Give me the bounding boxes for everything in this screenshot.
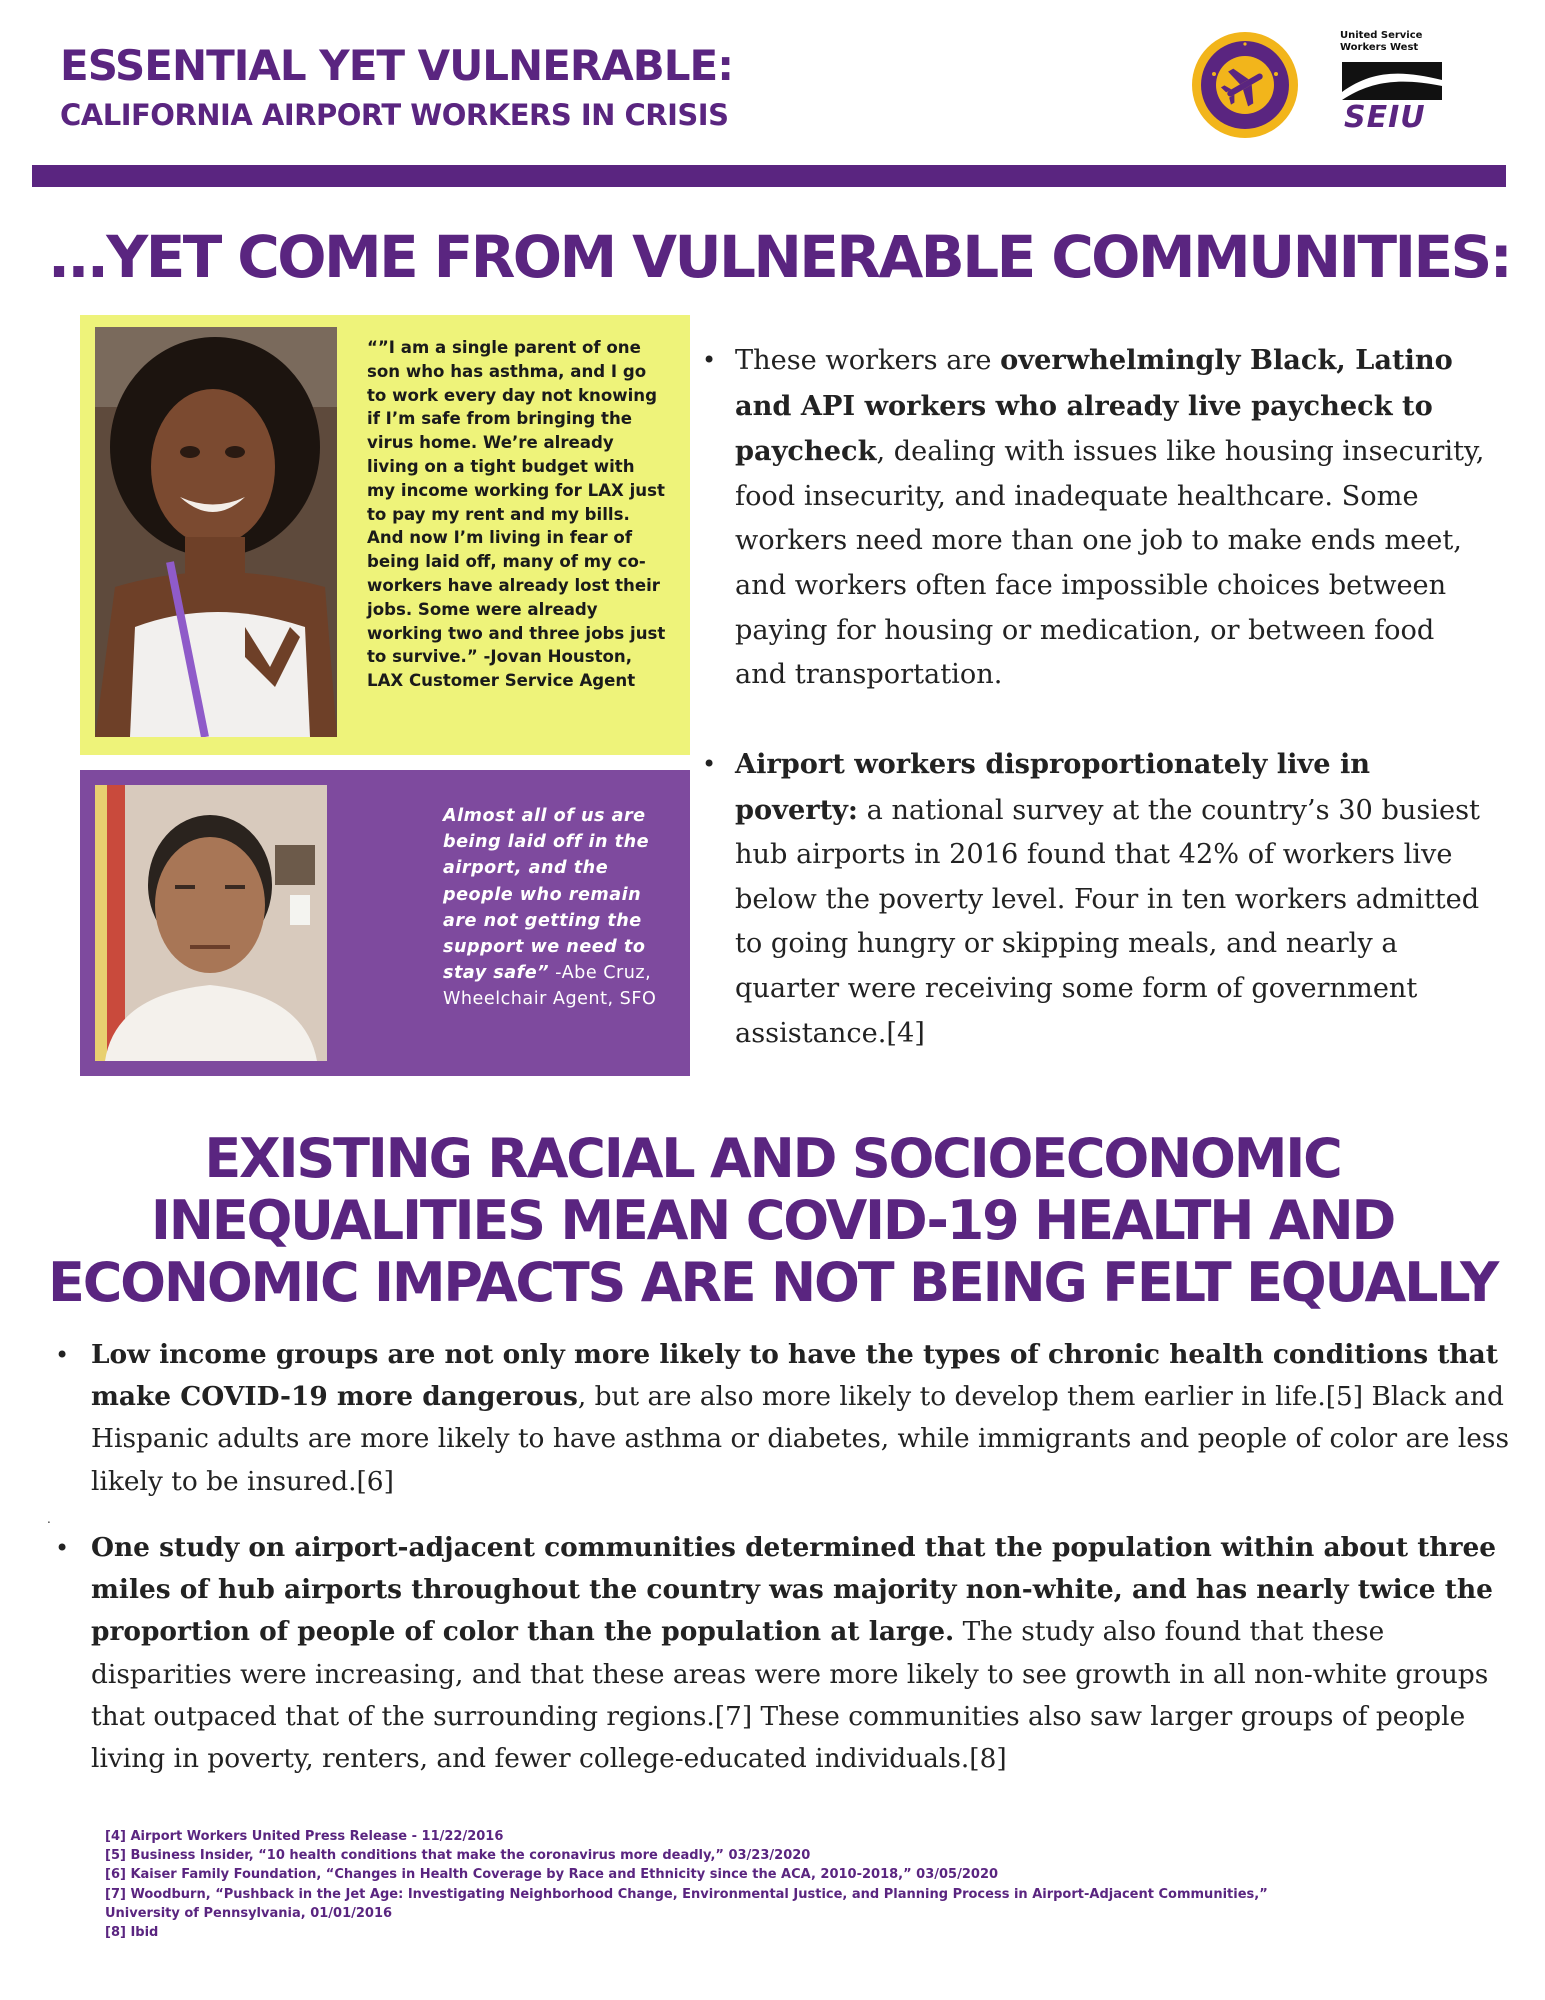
- footnote: [8] Ibid: [105, 1925, 159, 1941]
- bullet-health-conditions: [55, 1334, 1525, 1504]
- bullet-poverty: [702, 742, 1482, 1062]
- bullet-text-post: a national survey at the country’s 30 busiest hub airports in 2016 found that 42% of workers live below the poverty level. Four in ten workers admitted to going hungry or skipping meals, and nearly a quarter were receiving some form of government assistance.[4]: [735, 794, 1480, 1049]
- bullet-text-bold: overwhelmingly Black, Latino and API workers who already live paycheck to paycheck: [735, 344, 1453, 468]
- seiu-logo: [1340, 30, 1450, 138]
- bullet-text-post: The study also found that these disparities were increasing, and that these areas were more likely to see growth in all non-white groups that outpaced that of the surrounding regions.[7] These communities also saw larger groups of people living in poverty, renters, and fewer college-educated individuals.[8]: [91, 1616, 1489, 1775]
- photo-abe-cruz: [95, 785, 327, 1061]
- page-title: ESSENTIAL YET VULNERABLE:: [60, 41, 734, 90]
- seiu-line1: United Service: [1340, 30, 1423, 41]
- page-subtitle: CALIFORNIA AIRPORT WORKERS IN CRISIS: [60, 98, 729, 132]
- header-divider: [32, 165, 1506, 187]
- footnotes: [105, 1827, 1405, 1942]
- bullet-text-post: , but are also more likely to develop them earlier in life.[5] Black and Hispanic adults are more likely to have asthma or diabetes, while immigrants and people of color are less likely to be insured.[6]: [91, 1381, 1510, 1497]
- bullet-poverty-text: [735, 742, 1485, 1056]
- bullet-airport-communities: [55, 1527, 1525, 1787]
- bullet-demographics: [702, 338, 1485, 698]
- footnote: [4] Airport Workers United Press Release - 11/22/2016: [105, 1829, 504, 1844]
- photo-jovan-houston: [95, 327, 337, 737]
- heading-line: ECONOMIC IMPACTS ARE NOT BEING FELT EQUALLY: [48, 1251, 1497, 1314]
- quote-text-jovan: “”I am a single parent of one son who has asthma, and I go to work every day not knowing if I’m safe from bringing the virus home. We’re already living on a tight budget with my income working for LAX just to pay my rent and my bills. And now I’m living in fear of being laid off, many of my co-workers have already lost their jobs. Some were already working two and three jobs just to survive.” -Jovan Houston, LAX Customer Service Agent: [367, 338, 666, 691]
- quote-abe-attribution: -Abe Cruz, Wheelchair Agent, SFO: [443, 963, 657, 1010]
- seiu-swoosh-icon: [1342, 62, 1442, 100]
- footnote: University of Pennsylvania, 01/01/2016: [105, 1905, 393, 1921]
- bullet-demographics-text: [735, 338, 1485, 698]
- bullet-dot: •: [55, 1534, 70, 1562]
- seiu-line2: Workers West: [1340, 42, 1419, 53]
- bullet-text-pre: These workers are: [735, 345, 1001, 376]
- stray-dot: .: [47, 1512, 51, 1526]
- quote-abe-body: Almost all of us are being laid off in the airport, and the people who remain are not getting the support we need to stay safe”: [443, 806, 650, 984]
- bullet-health-text: [91, 1334, 1521, 1503]
- heading-line: INEQUALITIES MEAN COVID-19 HEALTH AND: [150, 1189, 1395, 1252]
- bullet-text-post: , dealing with issues like housing insecurity, food insecurity, and inadequate healthcare. Some workers need more than one job to make ends meet, and workers often face impossible choices between paying for housing or medication, or between food and transportation.: [735, 436, 1485, 691]
- bullet-text-bold: Low income groups are not only more likely to have the types of chronic health conditions that make COVID-19 more dangerous: [91, 1339, 1498, 1413]
- quote-text-abe: [443, 803, 663, 1013]
- bullet-dot: •: [55, 1341, 70, 1369]
- airport-workers-united-logo: [1190, 30, 1300, 140]
- seiu-wordmark: SEIU: [1344, 100, 1426, 135]
- bullet-dot: •: [702, 346, 717, 374]
- bullet-text-bold: Airport workers disproportionately live in poverty:: [735, 748, 1371, 826]
- section-heading-vulnerable-communities: ...YET COME FROM VULNERABLE COMMUNITIES:: [48, 223, 1511, 291]
- footnote: [5] Business Insider, “10 health conditions that make the coronavirus more deadly,” 03/23/2020: [105, 1848, 811, 1864]
- bullet-text-bold: One study on airport-adjacent communities determined that the population within about three miles of hub airports throughout the country was majority non-white, and has nearly twice the proportion of people of color than the population at large.: [91, 1532, 1497, 1648]
- section-heading-inequalities: [20, 1128, 1525, 1314]
- bullet-communities-text: [91, 1527, 1521, 1780]
- footnote: [6] Kaiser Family Foundation, “Changes in Health Coverage by Race and Ethnicity since the ACA, 2010-2018,” 03/05/2020: [105, 1867, 999, 1883]
- bullet-dot: •: [702, 750, 717, 778]
- footnote: [7] Woodburn, “Pushback in the Jet Age: Investigating Neighborhood Change, Environmental Justice, and Planning Process in Airport-Adjacent Communities,”: [105, 1886, 1268, 1902]
- heading-line: EXISTING RACIAL AND SOCIOECONOMIC: [204, 1127, 1341, 1190]
